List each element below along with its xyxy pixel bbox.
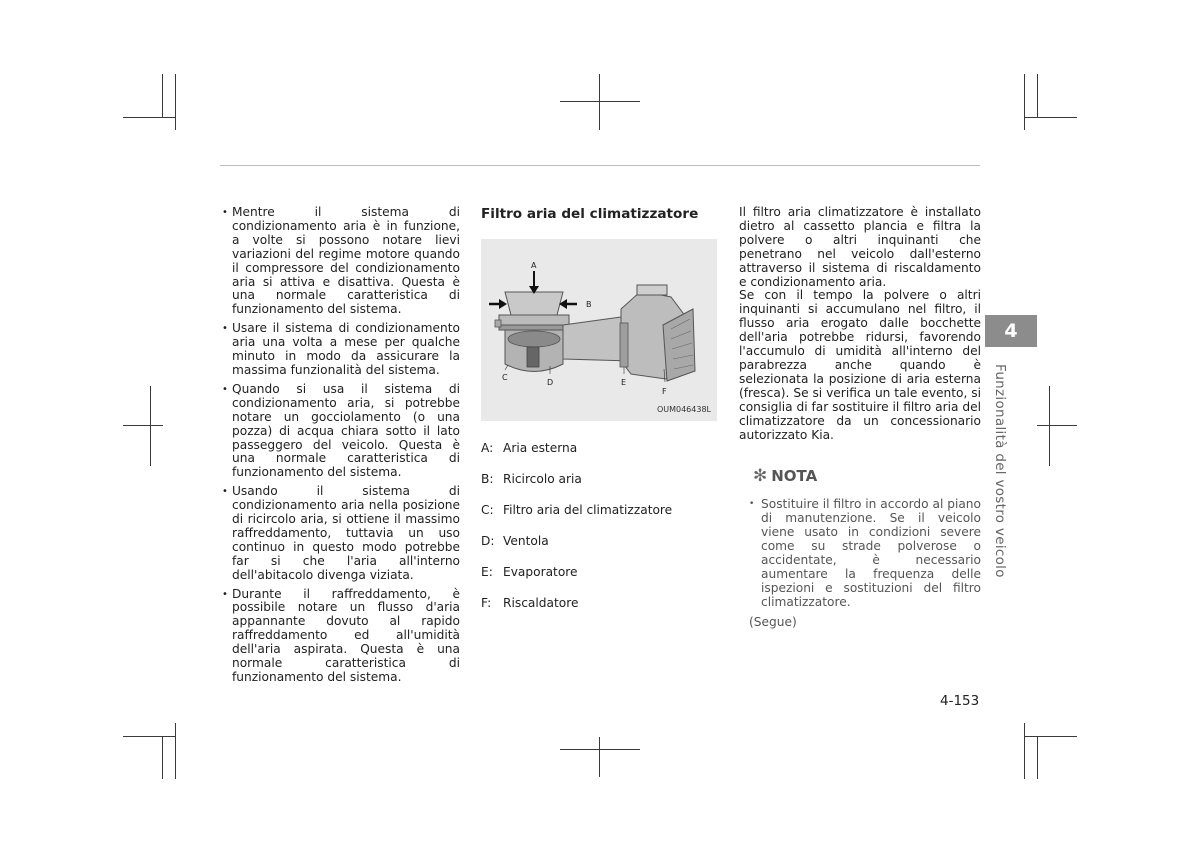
crop-mark (175, 74, 176, 130)
crop-mark (1037, 425, 1077, 426)
crop-mark (599, 74, 600, 130)
note-text: • Sostituire il filtro in accordo al piano di manutenzione. Se il veicolo viene usato in condizioni severe come su strade polverose o accidentate, è necessario aumentare la frequenza delle ispezioni e sostituzioni del filtro climatizzatore. (749, 498, 981, 609)
crop-mark (1049, 386, 1050, 466)
crop-mark (123, 117, 176, 118)
column-middle (481, 206, 719, 628)
label-e: E (621, 378, 627, 387)
bullet-list (222, 206, 460, 685)
crop-mark (1037, 736, 1038, 779)
list-item: • Mentre il sistema di condizionamento aria è in funzione, a volte si possono notare lievi variazioni del regime motore quando il compressore del condizionamento aria si attiva e disattiva. Questa è una normale caratteristica di funzionamento del sistema. (222, 206, 460, 317)
legend-row (481, 566, 719, 597)
legend-text: Filtro aria del climatizzatore (503, 503, 673, 517)
legend-key: C: (481, 503, 494, 517)
label-d: D (547, 378, 554, 387)
note-heading (739, 466, 981, 487)
list-item: • Usando il sistema di condizionamento aria nella posizione di ricircolo aria, si ottiene il massimo raffreddamento, tuttavia un uso continuo in questo modo potrebbe far si che l'aria all'interno dell'abitacolo divenga viziata. (222, 485, 460, 582)
crop-mark (1024, 74, 1025, 130)
crop-mark (162, 74, 163, 117)
crop-mark (1037, 74, 1038, 117)
section-title: Filtro aria del climatizzatore (481, 206, 699, 222)
legend-text: Ricircolo aria (503, 472, 582, 486)
column-left (222, 206, 460, 690)
legend-text: Ventola (503, 534, 549, 548)
crop-mark (599, 737, 600, 777)
crop-mark (162, 736, 163, 779)
note-title: NOTA (771, 467, 818, 486)
hvac-unit-illustration (481, 239, 717, 421)
crop-mark (1024, 736, 1077, 737)
crop-mark (560, 749, 640, 750)
legend-key: A: (481, 441, 494, 455)
chapter-tab: 4 (985, 315, 1037, 347)
legend-key: E: (481, 565, 493, 579)
chapter-title-vertical (990, 364, 1012, 578)
legend-row (481, 442, 719, 473)
legend-key: F: (481, 596, 492, 610)
legend-row (481, 504, 719, 535)
label-c: C (502, 373, 508, 382)
asterisk-icon: ✻ (753, 466, 768, 487)
legend-text: Riscaldatore (503, 596, 579, 610)
legend-row (481, 473, 719, 504)
list-item: • Durante il raffreddamento, è possibile notare un flusso d'aria appannante dovuto al rapido raffreddamento ed all'umidità dell'aria aspirata. Questa è una normale caratteristica di funzionamento del sistema. (222, 588, 460, 685)
label-b: B (586, 300, 592, 309)
legend-text: Aria esterna (503, 441, 578, 455)
label-f: F (662, 387, 667, 396)
page-number: 4-153 (940, 693, 980, 709)
list-item: • Quando si usa il sistema di condizionamento aria, si potrebbe notare un gocciolamento (o una pozza) di acqua chiara sotto il lato passeggero del veicolo. Questa è una normale caratteristica di funzionamento del sistema. (222, 383, 460, 480)
chapter-title: Funzionalità del vostro veicolo (992, 364, 1008, 578)
legend-text: Evaporatore (503, 565, 578, 579)
paragraph: Il filtro aria climatizzatore è installato dietro al cassetto plancia e filtra la polvere o altri inquinanti che penetrano nel veicolo dall'esterno attraverso il sistema di riscaldamento e condizionamento aria. (739, 205, 981, 289)
crop-mark (150, 386, 151, 466)
continued-label: (Segue) (749, 614, 797, 629)
crop-mark (1024, 723, 1025, 779)
hvac-filter-diagram (481, 239, 717, 421)
legend-key: D: (481, 534, 495, 548)
legend-key: B: (481, 472, 494, 486)
figure-code: OUM046438L (656, 405, 711, 415)
list-item: • Usare il sistema di condizionamento aria una volta a mese per qualche minuto in modo da assicurare la massima funzionalità del sistema. (222, 322, 460, 378)
note-box (739, 498, 981, 609)
paragraph: Se con il tempo la polvere o altri inquinanti si accumulano nel filtro, il flusso aria erogato dalle bocchette dell'aria potrebbe ridursi, favorendo l'accumulo di umidità all'interno del parabrezza anche quando è selezionata la posizione di aria esterna (fresca). Se si verifica un tale evento, si consiglia di far sostituire il filtro aria del climatizzatore da un concessionario autorizzato Kia. (739, 288, 981, 442)
figure-legend (481, 442, 719, 628)
crop-mark (123, 425, 163, 426)
header-rule (220, 165, 980, 166)
crop-mark (560, 101, 640, 102)
legend-row (481, 535, 719, 566)
crop-mark (1024, 117, 1077, 118)
label-a: A (531, 261, 537, 270)
crop-mark (175, 723, 176, 779)
column-right (739, 206, 981, 629)
legend-row (481, 597, 719, 628)
crop-mark (123, 736, 176, 737)
